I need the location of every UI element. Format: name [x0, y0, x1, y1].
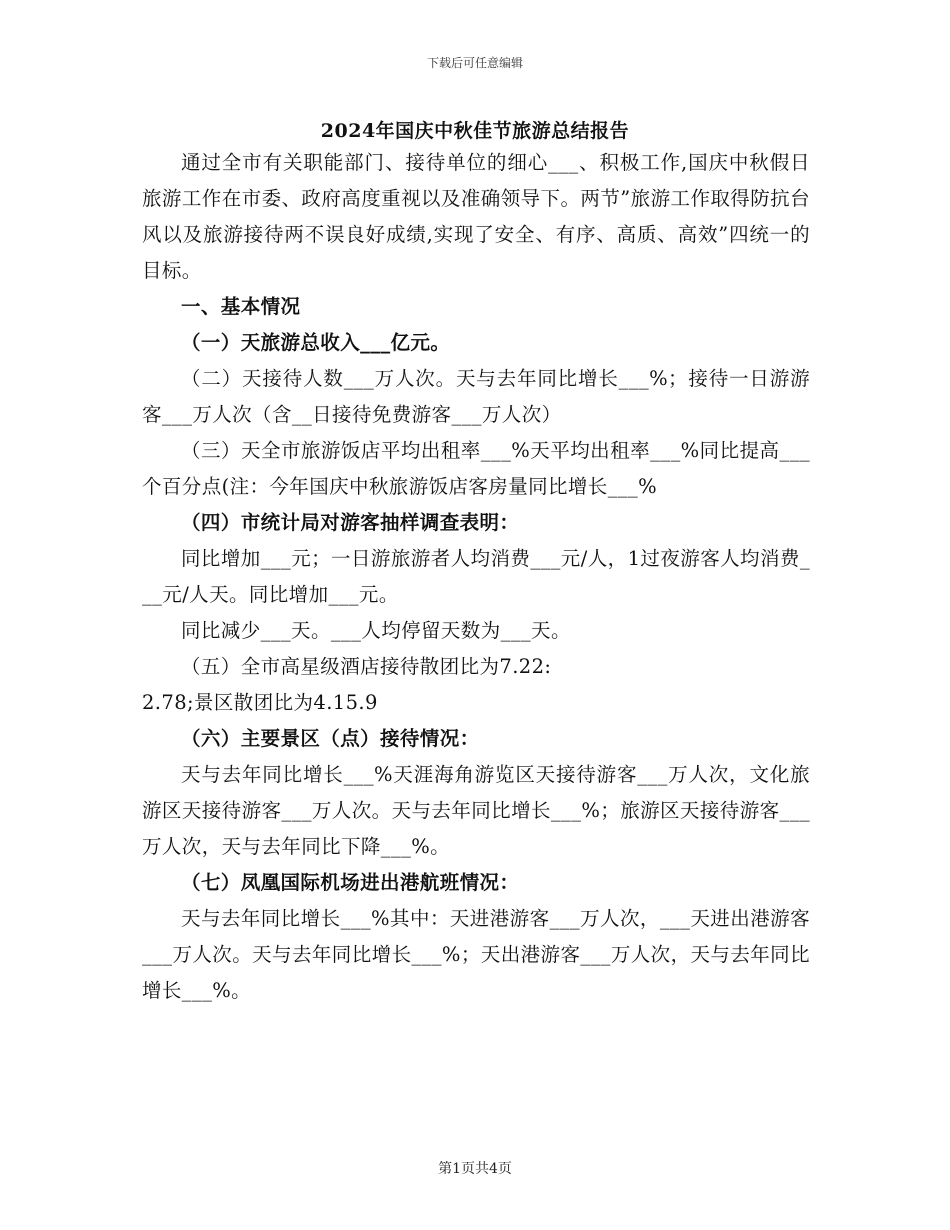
- paragraph-hotel-occupancy: （三）天全市旅游饭店平均出租率___%天平均出租率___%同比提高___个百分点(注：今年国庆中秋旅游饭店客房量同比增长___%: [142, 439, 810, 498]
- paragraph-scenic-ratio: 2.78;景区散团比为4.15.9: [142, 691, 378, 714]
- paragraph-stay-days: 同比减少___天。___人均停留天数为___天。: [181, 619, 571, 642]
- page-footer: 第1页共4页: [438, 1161, 512, 1177]
- paragraph-visitor-count: （二）天接待人数___万人次。天与去年同比增长___%；接待一日游游客___万人次（含__日接待免费游客___万人次）: [142, 367, 810, 426]
- subheading-total-income: （一）天旅游总收入___亿元。: [181, 331, 451, 354]
- subheading-airport: （七）凤凰国际机场进出港航班情况：: [181, 871, 520, 894]
- document-body: [142, 145, 810, 1009]
- subheading-scenic-spots: （六）主要景区（点）接待情况：: [181, 727, 480, 750]
- paragraph-airport-flights: 天与去年同比增长___%其中：天进港游客___万人次，___天进出港游客___万人次。天与去年同比增长___%；天出港游客___万人次，天与去年同比增长___%。: [142, 907, 810, 1002]
- paragraph-scenic-reception: 天与去年同比增长___%天涯海角游览区天接待游客___万人次，文化旅游区天接待游客___万人次。天与去年同比增长___%；旅游区天接待游客___万人次，天与去年同比下降___%。: [142, 763, 810, 858]
- header-note: 下载后可任意编辑: [426, 56, 523, 70]
- section-heading-basic: 一、基本情况: [181, 295, 301, 318]
- paragraph-intro: 通过全市有关职能部门、接待单位的细心___、积极工作,国庆中秋假日旅游工作在市委、政府高度重视以及准确领导下。两节”旅游工作取得防抗台风以及旅游接待两不误良好成绩,实现了安全、有序、高质、高效”四统一的目标。: [142, 151, 810, 282]
- paragraph-spending: 同比增加___元；一日游旅游者人均消费___元/人，1过夜游客人均消费___元/人天。同比增加___元。: [142, 547, 810, 606]
- document-title: 2024年国庆中秋佳节旅游总结报告: [320, 120, 630, 142]
- subheading-survey: （四）市统计局对游客抽样调查表明：: [181, 511, 520, 534]
- paragraph-hotel-ratio: （五）全市高星级酒店接待散团比为7.22:: [181, 655, 552, 678]
